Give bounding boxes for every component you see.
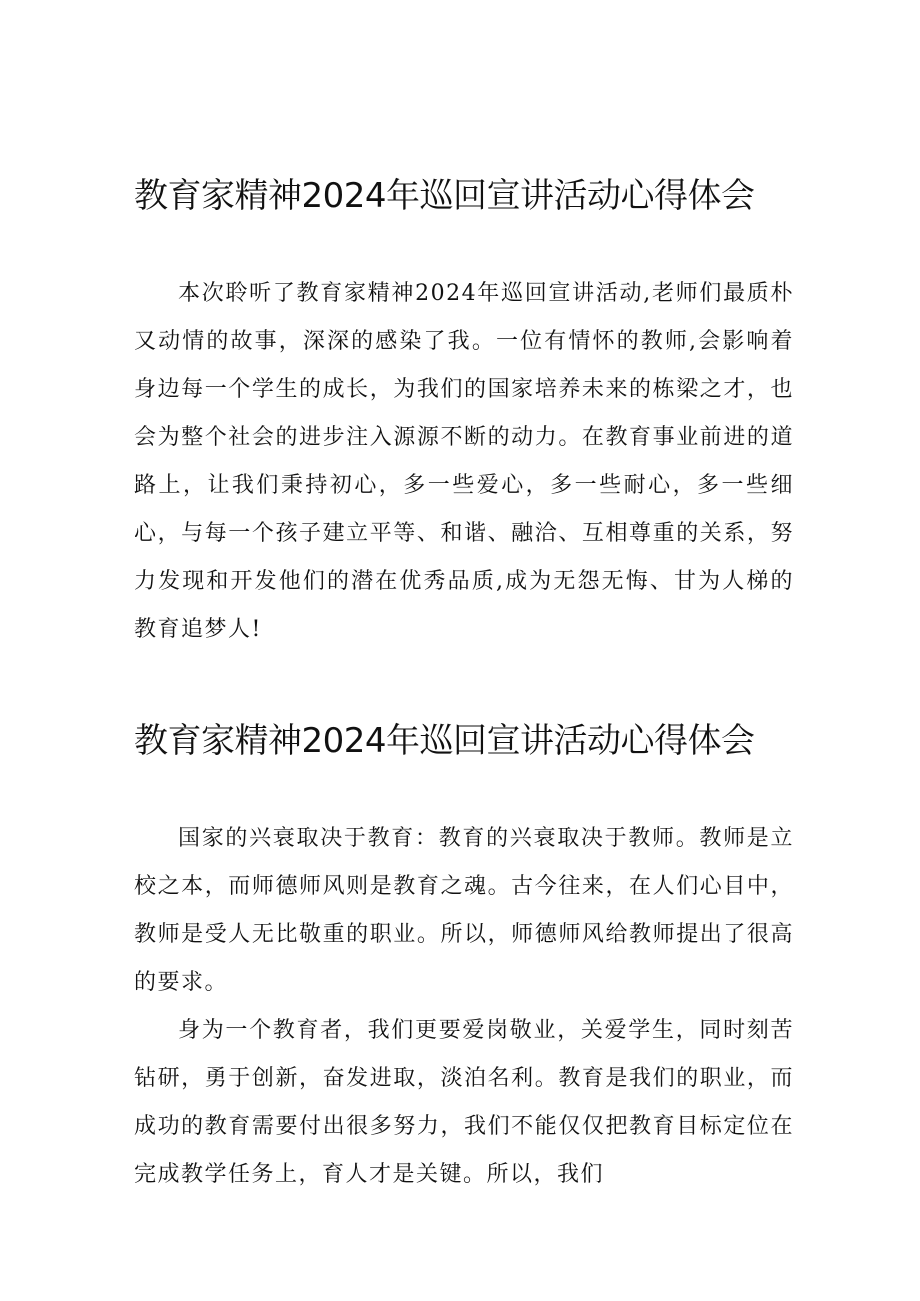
article-paragraph: 身为一个教育者，我们更要爱岗敬业，关爱学生，同时刻苦钻研，勇于创新，奋发进取，淡泊名利。教育是我们的职业，而成功的教育需要付出很多努力，我们不能仅仅把教育目标定位在完成教学任务上，育人才是关键。所以，我们 bbox=[134, 1018, 794, 1187]
article-section-1 bbox=[134, 170, 794, 654]
article-paragraph: 国家的兴衰取决于教育：教育的兴衰取决于教师。教师是立校之本，而师德师风则是教育之魂。古今往来，在人们心目中，教师是受人无比敬重的职业。所以，师德师风给教师提出了很高的要求。 bbox=[134, 826, 794, 995]
article-section-2 bbox=[134, 715, 794, 1199]
article-title: 教育家精神2024年巡回宣讲活动心得体会 bbox=[134, 721, 755, 761]
article-paragraph: 本次聆听了教育家精神2024年巡回宣讲活动,老师们最质朴又动情的故事，深深的感染了我。一位有情怀的教师,会影响着身边每一个学生的成长，为我们的国家培养未来的栋梁之才，也会为整个社会的进步注入源源不断的动力。在教育事业前进的道路上，让我们秉持初心，多一些爱心，多一些耐心，多一些细心，与每一个孩子建立平等、和谐、融洽、互相尊重的关系，努力发现和开发他们的潜在优秀品质,成为无怨无悔、甘为人梯的教育追梦人! bbox=[134, 281, 794, 642]
article-title: 教育家精神2024年巡回宣讲活动心得体会 bbox=[134, 176, 755, 216]
